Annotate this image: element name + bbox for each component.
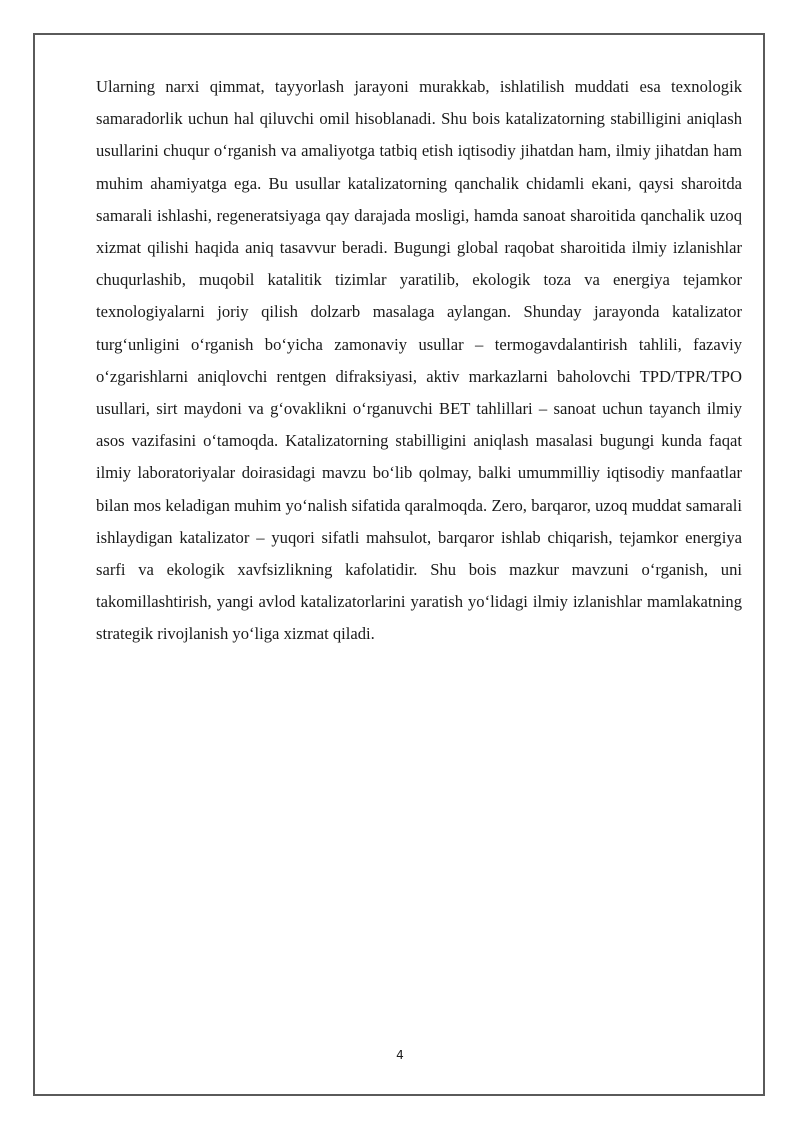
page-number: 4 — [396, 1048, 404, 1062]
body-paragraph: Ularning narxi qimmat, tayyorlash jarayoni murakkab, ishlatilish muddati esa texnologik samaradorlik uchun hal qiluvchi omil hisoblanadi. Shu bois katalizatorning stabilligini aniqlash usullarini chuqur o‘rganish va amaliyotga tatbiq etish iqtisodiy jihatdan ham, ilmiy jihatdan ham muhim ahamiyatga ega. Bu usullar katalizatorning qanchalik chidamli ekani, qaysi sharoitda samarali ishlashi, regeneratsiyaga qay darajada mosligi, hamda sanoat sharoitida qanchalik uzoq xizmat qilishi haqida aniq tasavvur beradi. Bugungi global raqobat sharoitida ilmiy izlanishlar chuqurlashib, muqobil katalitik tizimlar yaratilib, ekologik toza va energiya tejamkor texnologiyalarni joriy qilish dolzarb masalaga aylangan. Shunday jarayonda katalizator turg‘unligini o‘rganish bo‘yicha zamonaviy usullar – termogavdalantirish tahlili, fazaviy o‘zgarishlarni aniqlovchi rentgen difraksiyasi, aktiv markazlarni baholovchi TPD/TPR/TPO usullari, sirt maydoni va g‘ovaklikni o‘rganuvchi BET tahlillari – sanoat uchun tayanch ilmiy asos vazifasini o‘tamoqda. Katalizatorning stabilligini aniqlash masalasi bugungi kunda faqat ilmiy laboratoriyalar doirasidagi mavzu bo‘lib qolmay, balki umummilliy iqtisodiy manfaatlar bilan mos keladigan muhim yo‘nalish sifatida qaralmoqda. Zero, barqaror, uzoq muddat samarali ishlaydigan katalizator – yuqori sifatli mahsulot, barqaror ishlab chiqarish, tejamkor energiya sarfi va ekologik xavfsizlikning kafolatidir. Shu bois mazkur mavzuni o‘rganish, uni takomillashtirish, yangi avlod katalizatorlarini yaratish yo‘lidagi ilmiy izlanishlar mamlakatning strategik rivojlanish yo‘liga xizmat qiladi. — [96, 77, 742, 644]
